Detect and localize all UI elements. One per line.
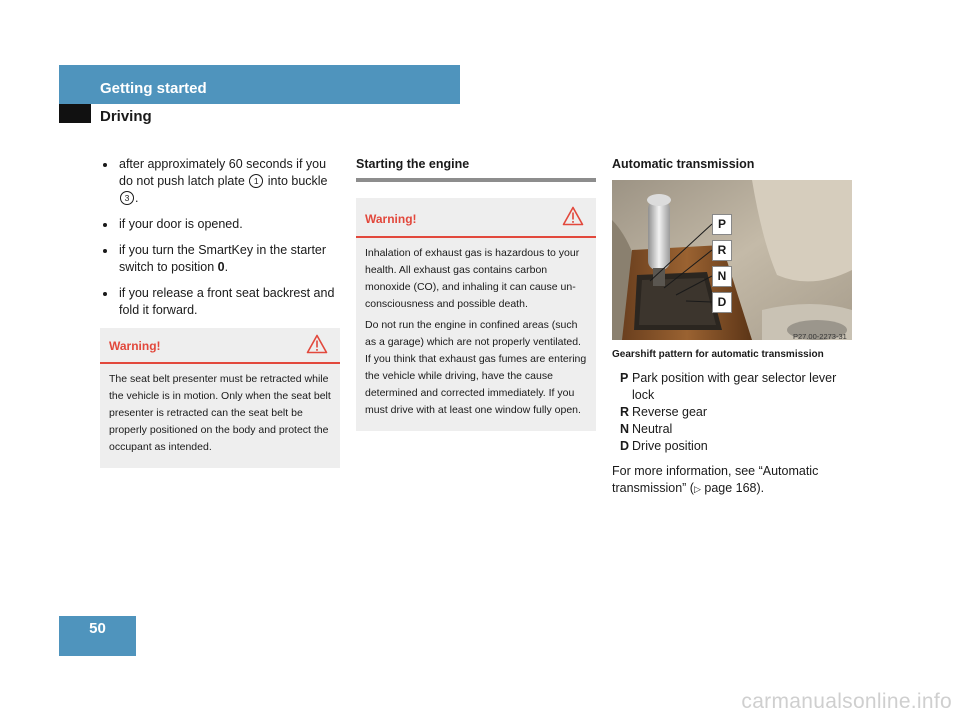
- page-reference-arrow-icon: ▷: [693, 484, 701, 494]
- warning-body: [100, 364, 340, 468]
- list-item: [620, 438, 857, 455]
- warning-box-exhaust: [356, 198, 596, 431]
- gear-label-r: R: [712, 240, 732, 261]
- warning-label: Warning!: [365, 212, 417, 226]
- heading-rule: [356, 178, 596, 182]
- gear-label-p: P: [712, 214, 732, 235]
- list-item-text: into buckle: [264, 174, 328, 188]
- list-item-text: if your door is opened.: [119, 217, 243, 231]
- column-2: [356, 156, 596, 431]
- page-number: 50: [89, 620, 106, 637]
- list-item: [100, 285, 340, 319]
- more-info-text: page 168).: [700, 481, 765, 495]
- marker-1-circle: 1: [249, 174, 263, 188]
- automatic-transmission-heading: Automatic transmission: [612, 157, 755, 171]
- section-tab-marker: [59, 104, 91, 123]
- image-code: P27.00-2273-31: [793, 332, 847, 340]
- warning-header: [356, 198, 596, 238]
- list-item-text: .: [224, 260, 229, 274]
- list-item: [620, 370, 857, 404]
- warning-text: Do not run the engine in confined areas (such as a garage) which are not properly ventilated. If you think that exhaust gas fumes are entering the vehicle while driving, have the cause determined and corrected immediately. If you must drive with at least one window fully open.: [365, 319, 587, 416]
- gear-list: [620, 370, 857, 455]
- list-item: [620, 404, 857, 421]
- gear-description: Park position with gear selector lever lock: [632, 371, 837, 402]
- warning-triangle-icon: [562, 206, 584, 226]
- bullet-list: [100, 156, 340, 319]
- list-item-text: .: [135, 191, 139, 205]
- position-value: 0: [217, 260, 225, 274]
- more-info-text: For more information, see “Automatic transmission” (: [612, 464, 819, 495]
- list-item: [100, 216, 340, 233]
- list-item-text: if you turn the SmartKey in the starter switch to position: [119, 243, 327, 274]
- watermark: carmanualsonline.info: [741, 690, 952, 713]
- warning-body: [356, 238, 596, 431]
- gear-letter: N: [620, 422, 630, 436]
- list-item: [100, 242, 340, 276]
- list-item: [100, 156, 340, 207]
- gear-label-n: N: [712, 266, 732, 287]
- gear-letter: P: [620, 371, 629, 385]
- starting-engine-heading: Starting the engine: [356, 157, 470, 171]
- gearshift-illustration: [612, 180, 852, 340]
- gear-description: Neutral: [632, 422, 673, 436]
- warning-box-seat-belt: [100, 328, 340, 468]
- more-info-paragraph: [612, 463, 857, 498]
- marker-3-circle: 3: [120, 191, 134, 205]
- section-title: Getting started: [100, 80, 207, 97]
- warning-text: The seat belt presenter must be retracted while the vehicle is in motion. Only when the seat belt presenter is retracted can the seat belt be properly positioned on the body and protect the occupant as intended.: [109, 373, 331, 453]
- gear-label-d: D: [712, 292, 732, 313]
- list-item: [620, 421, 857, 438]
- photo-caption: Gearshift pattern for automatic transmission: [612, 349, 824, 360]
- column-3: [612, 156, 857, 498]
- gear-description: Drive position: [632, 439, 708, 453]
- warning-header: [100, 328, 340, 364]
- warning-triangle-icon: [306, 334, 328, 354]
- subsection-title: Driving: [100, 108, 152, 125]
- warning-label: Warning!: [109, 339, 161, 353]
- gear-letter: R: [620, 405, 630, 419]
- gearshift-photo: [612, 180, 852, 340]
- list-item-text: after approximately 60 seconds if you do not push latch plate: [119, 157, 327, 188]
- list-item-text: if you release a front seat backrest and fold it forward.: [119, 286, 335, 317]
- gear-letter: D: [620, 439, 630, 453]
- gear-description: Reverse gear: [632, 405, 708, 419]
- column-1: [100, 156, 340, 328]
- warning-text: Inhalation of exhaust gas is hazardous to your health. All exhaust gas contains carbon monoxide (CO), and inhaling it can cause un-consciousness and possible death.: [365, 247, 580, 310]
